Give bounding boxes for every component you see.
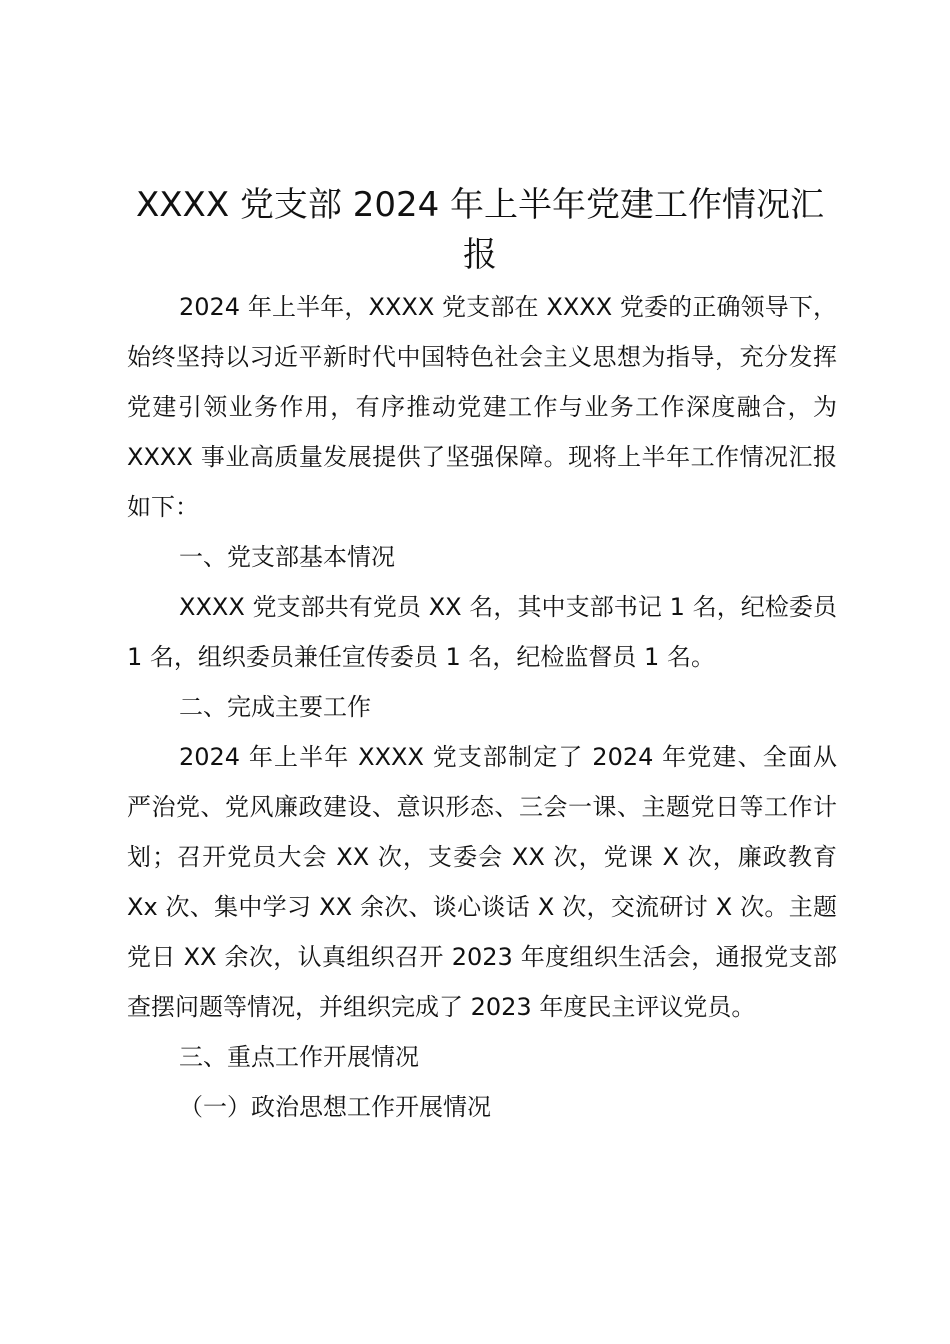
document-body: [127, 282, 837, 1132]
main-work-paragraph: 2024 年上半年 XXXX 党支部制定了 2024 年党建、全面从严治党、党风廉政建设、意识形态、三会一课、主题党日等工作计划；召开党员大会 XX 次，支委会 XX 次，党课 X 次，廉政教育 Xx 次、集中学习 XX 余次、谈心谈话 X 次，交流研讨 X 次。主题党日 XX 余次，认真组织召开 2023 年度组织生活会，通报党支部查摆问题等情况，并组织完成了 2023 年度民主评议党员。: [127, 743, 837, 1021]
section-heading-2: 二、完成主要工作: [179, 693, 371, 721]
document-title: XXXX 党支部 2024 年上半年党建工作情况汇报: [135, 185, 825, 275]
section-heading-3: 三、重点工作开展情况: [179, 1043, 419, 1071]
subsection-heading-1: （一）政治思想工作开展情况: [179, 1093, 491, 1121]
section-heading-1: 一、党支部基本情况: [179, 543, 395, 571]
intro-paragraph: 2024 年上半年，XXXX 党支部在 XXXX 党委的正确领导下，始终坚持以习近平新时代中国特色社会主义思想为指导，充分发挥党建引领业务作用，有序推动党建工作与业务工作深度融合，为 XXXX 事业高质量发展提供了坚强保障。现将上半年工作情况汇报如下：: [127, 293, 837, 521]
basic-info-paragraph: XXXX 党支部共有党员 XX 名，其中支部书记 1 名，纪检委员 1 名，组织委员兼任宣传委员 1 名，纪检监督员 1 名。: [127, 593, 837, 671]
